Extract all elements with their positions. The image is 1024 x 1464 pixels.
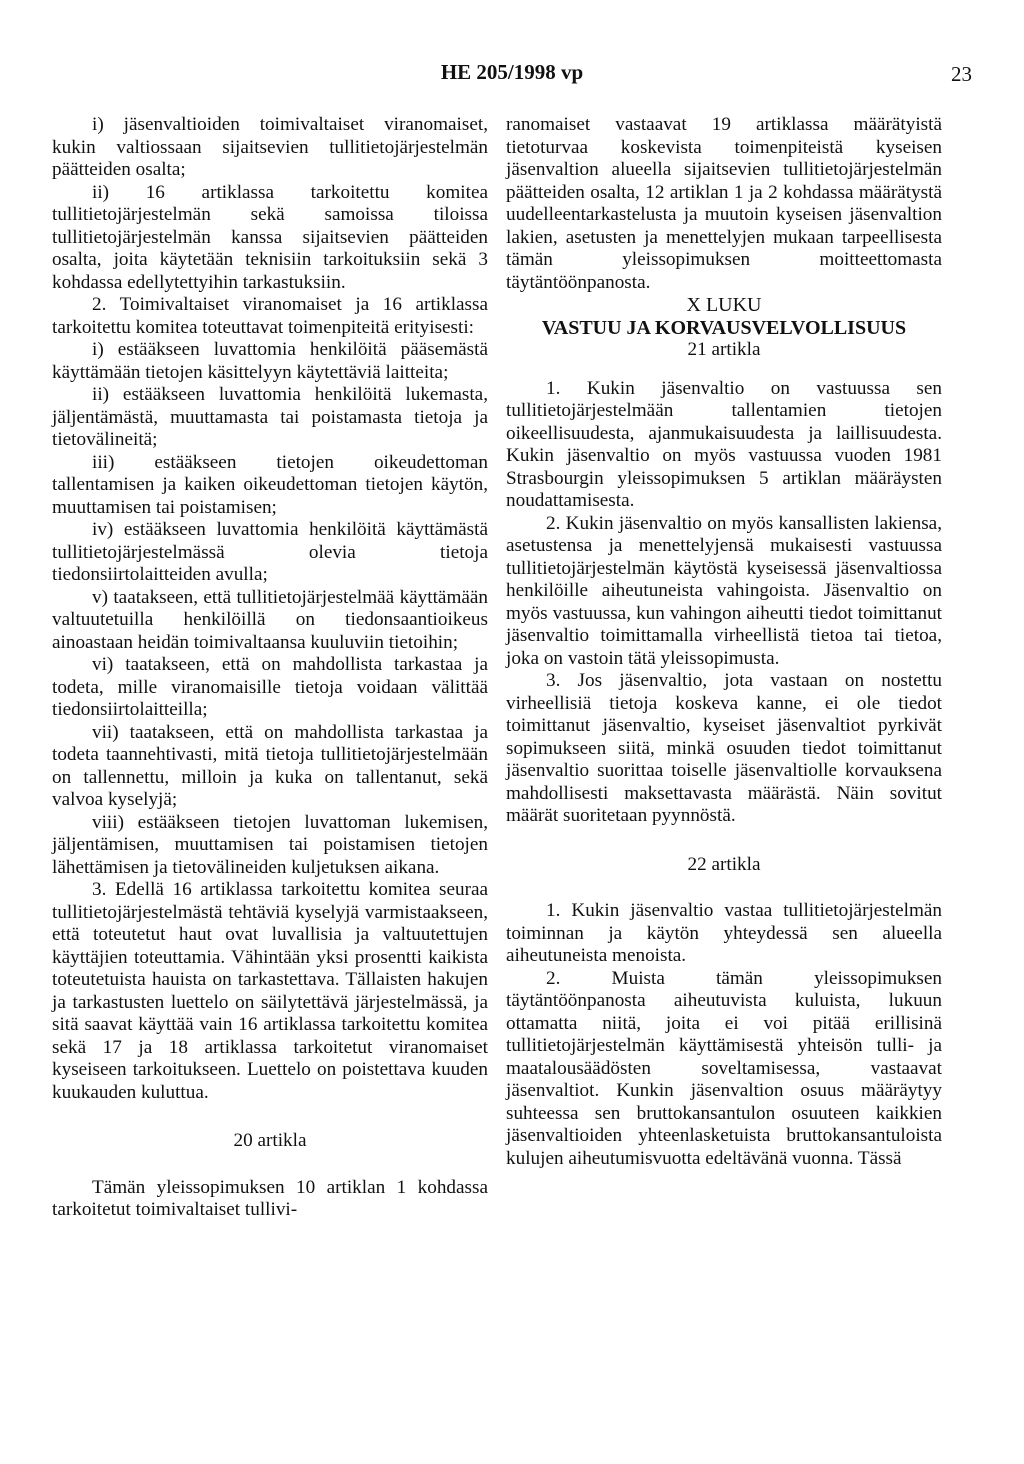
paragraph: 3. Jos jäsenvaltio, jota vastaan on nostettu virheellisiä tietoja koskeva kanne, ei ole tiedot toimittanut jäsenvaltio, kyseiset jäsenvaltiot pyrkivät sopimukseen siitä, minkä osuuden tiedot toimittanut jäsenvaltio suorittaa toiselle jäsenvaltiolle korvauksena mahdollisesti maksettavasta määrästä. Näin sovitut määrät suoritetaan pyynnöstä. <box>506 670 942 826</box>
paragraph: 1. Kukin jäsenvaltio vastaa tullitietojärjestelmän toiminnan ja käytön yhteydessä sen alueella aiheutuneista menoista. <box>506 900 942 966</box>
paragraph: ii) estääkseen luvattomia henkilöitä lukemasta, jäljentämästä, muuttamasta tai poistamasta tietoja ja tietovälineitä; <box>52 384 488 450</box>
page-number: 23 <box>951 62 972 86</box>
paragraph: i) jäsenvaltioiden toimivaltaiset viranomaiset, kukin valtiossaan sijaitsevien tullitietojärjestelmän päätteiden osalta; <box>52 114 488 180</box>
paragraph: ii) 16 artiklassa tarkoitettu komitea tullitietojärjestelmän sekä samoissa tiloissa tullitietojärjestelmän kanssa sijaitsevien päätteiden osalta, joita käytetään teknisiin tarkoituksiin sekä 3 kohdassa edellytettyihin tarkastuksiin. <box>52 181 488 293</box>
left-column <box>52 114 488 1222</box>
paragraph: vi) taatakseen, että on mahdollista tarkastaa ja todeta, mille viranomaisille tietoja voidaan välittää tiedonsiirtolaitteilla; <box>52 654 488 720</box>
page-header <box>0 60 1024 100</box>
paragraph: viii) estääkseen tietojen luvattoman lukemisen, jäljentämisen, muuttamisen tai poistamisen tietojen lähettämisen ja tietovälineiden kuljetuksen aikana. <box>52 811 488 878</box>
paragraph: vii) taatakseen, että on mahdollista tarkastaa ja todeta taannehtivasti, mitä tietoja tullitietojärjestelmään on tallennettu, milloin ja kuka on tallentanut, sekä valvoa kyselyjä; <box>52 721 488 810</box>
paragraph: ranomaiset vastaavat 19 artiklassa määrätyistä tietoturvaa koskevista toimenpiteistä kyseisen jäsenvaltion alueella sijaitsevien tullitietojärjestelmän päätteiden osalta, 12 artiklan 1 ja 2 kohdassa määrätystä uudelleentarkastelusta ja muutoin kyseisen jäsenvaltion lakien, asetusten ja menettelyjen mukaan tarpeellisesta tämän yleissopimuksen moitteettomasta täytäntöönpanosta. <box>506 114 942 293</box>
paragraph: i) estääkseen luvattomia henkilöitä pääsemästä käyttämään tietojen käsittelyyn käytettäviä laitteita; <box>52 339 488 383</box>
paragraph: iv) estääkseen luvattomia henkilöitä käyttämästä tullitietojärjestelmässä olevia tietoja tiedonsiirtolaitteiden avulla; <box>52 519 488 585</box>
paragraph: v) taatakseen, että tullitietojärjestelmää käyttämään valtuutetuilla henkilöillä on tiedonsaantioikeus ainoastaan heidän toimivaltaansa kuuluviin tietoihin; <box>52 586 488 653</box>
paragraph: 2. Kukin jäsenvaltio on myös kansallisten lakiensa, asetustensa ja menettelyjensä mukaisesti vastuussa tullitietojärjestelmän käytöstä kyseisessä jäsenvaltiossa henkilöille aiheutuneista vahingoista. Jäsenvaltio on myös vastuussa, kun vahingon aiheutti tiedot toimittanut jäsenvaltio toimittamalla virheellistä tietoa tai tietoa, joka on vastoin tätä yleissopimusta. <box>506 512 942 669</box>
paragraph: 2. Muista tämän yleissopimuksen täytäntöönpanosta aiheutuvista kuluista, lukuun ottamatta niitä, joita ei voi pitää erillisinä tullitietojärjestelmän käyttämisestä yhteisön tulli- ja maatalousäädösten soveltamisessa, vastaavat jäsenvaltiot. Kunkin jäsenvaltion osuus määräytyy suhteessa sen bruttokansantulon osuuteen kaikkien jäsenvaltioiden yhteenlasketuista bruttokansantuloista kulujen aiheutumisvuotta edeltävänä vuonna. Tässä <box>506 967 942 1169</box>
chapter-title: VASTUU JA KORVAUSVELVOLLISUUS <box>541 316 907 339</box>
paragraph: 3. Edellä 16 artiklassa tarkoitettu komitea seuraa tullitietojärjestelmästä tehtäviä kyselyjä varmistaakseen, että toteutetut haut ovat luvallisia ja valtuutettujen käyttäjien toteuttamia. Vähintään yksi prosentti kaikista toteutetuista hauista on tarkastettava. Tällaisten hakujen ja tarkastusten luettelo on säilytettävä järjestelmässä, ja sitä saavat käyttää vain 16 artiklassa tarkoitettu komitea sekä 17 ja 18 artiklassa tarkoitetut viranomaiset kyseiseen tarkoitukseen. Luettelo on poistettava kuuden kuukauden kuluttua. <box>52 879 488 1103</box>
article-heading: 22 artikla <box>687 853 761 875</box>
chapter-number: X LUKU <box>686 294 762 316</box>
paragraph: 1. Kukin jäsenvaltio on vastuussa sen tullitietojärjestelmään tallentamien tietojen oikeellisuudesta, ajanmukaisuudesta ja laillisuudesta. Kukin jäsenvaltio on myös vastuussa vuoden 1981 Strasbourgin yleissopimuksen 5 artiklan määräysten noudattamisesta. <box>506 377 942 511</box>
paragraph: 2. Toimivaltaiset viranomaiset ja 16 artiklassa tarkoitettu komitea toteuttavat toimenpiteitä erityisesti: <box>52 294 488 338</box>
article-heading: 20 artikla <box>233 1130 307 1151</box>
paragraph: Tämän yleissopimuksen 10 artiklan 1 kohdassa tarkoitetut toimivaltaiset tullivi- <box>52 1176 488 1220</box>
document-id: HE 205/1998 vp <box>440 60 584 84</box>
paragraph: iii) estääkseen tietojen oikeudettoman tallentamisen ja kaiken oikeudettoman tietojen käytön, muuttamisen tai poistamisen; <box>52 451 488 518</box>
article-heading: 21 artikla <box>687 339 761 360</box>
right-column <box>506 114 942 1170</box>
